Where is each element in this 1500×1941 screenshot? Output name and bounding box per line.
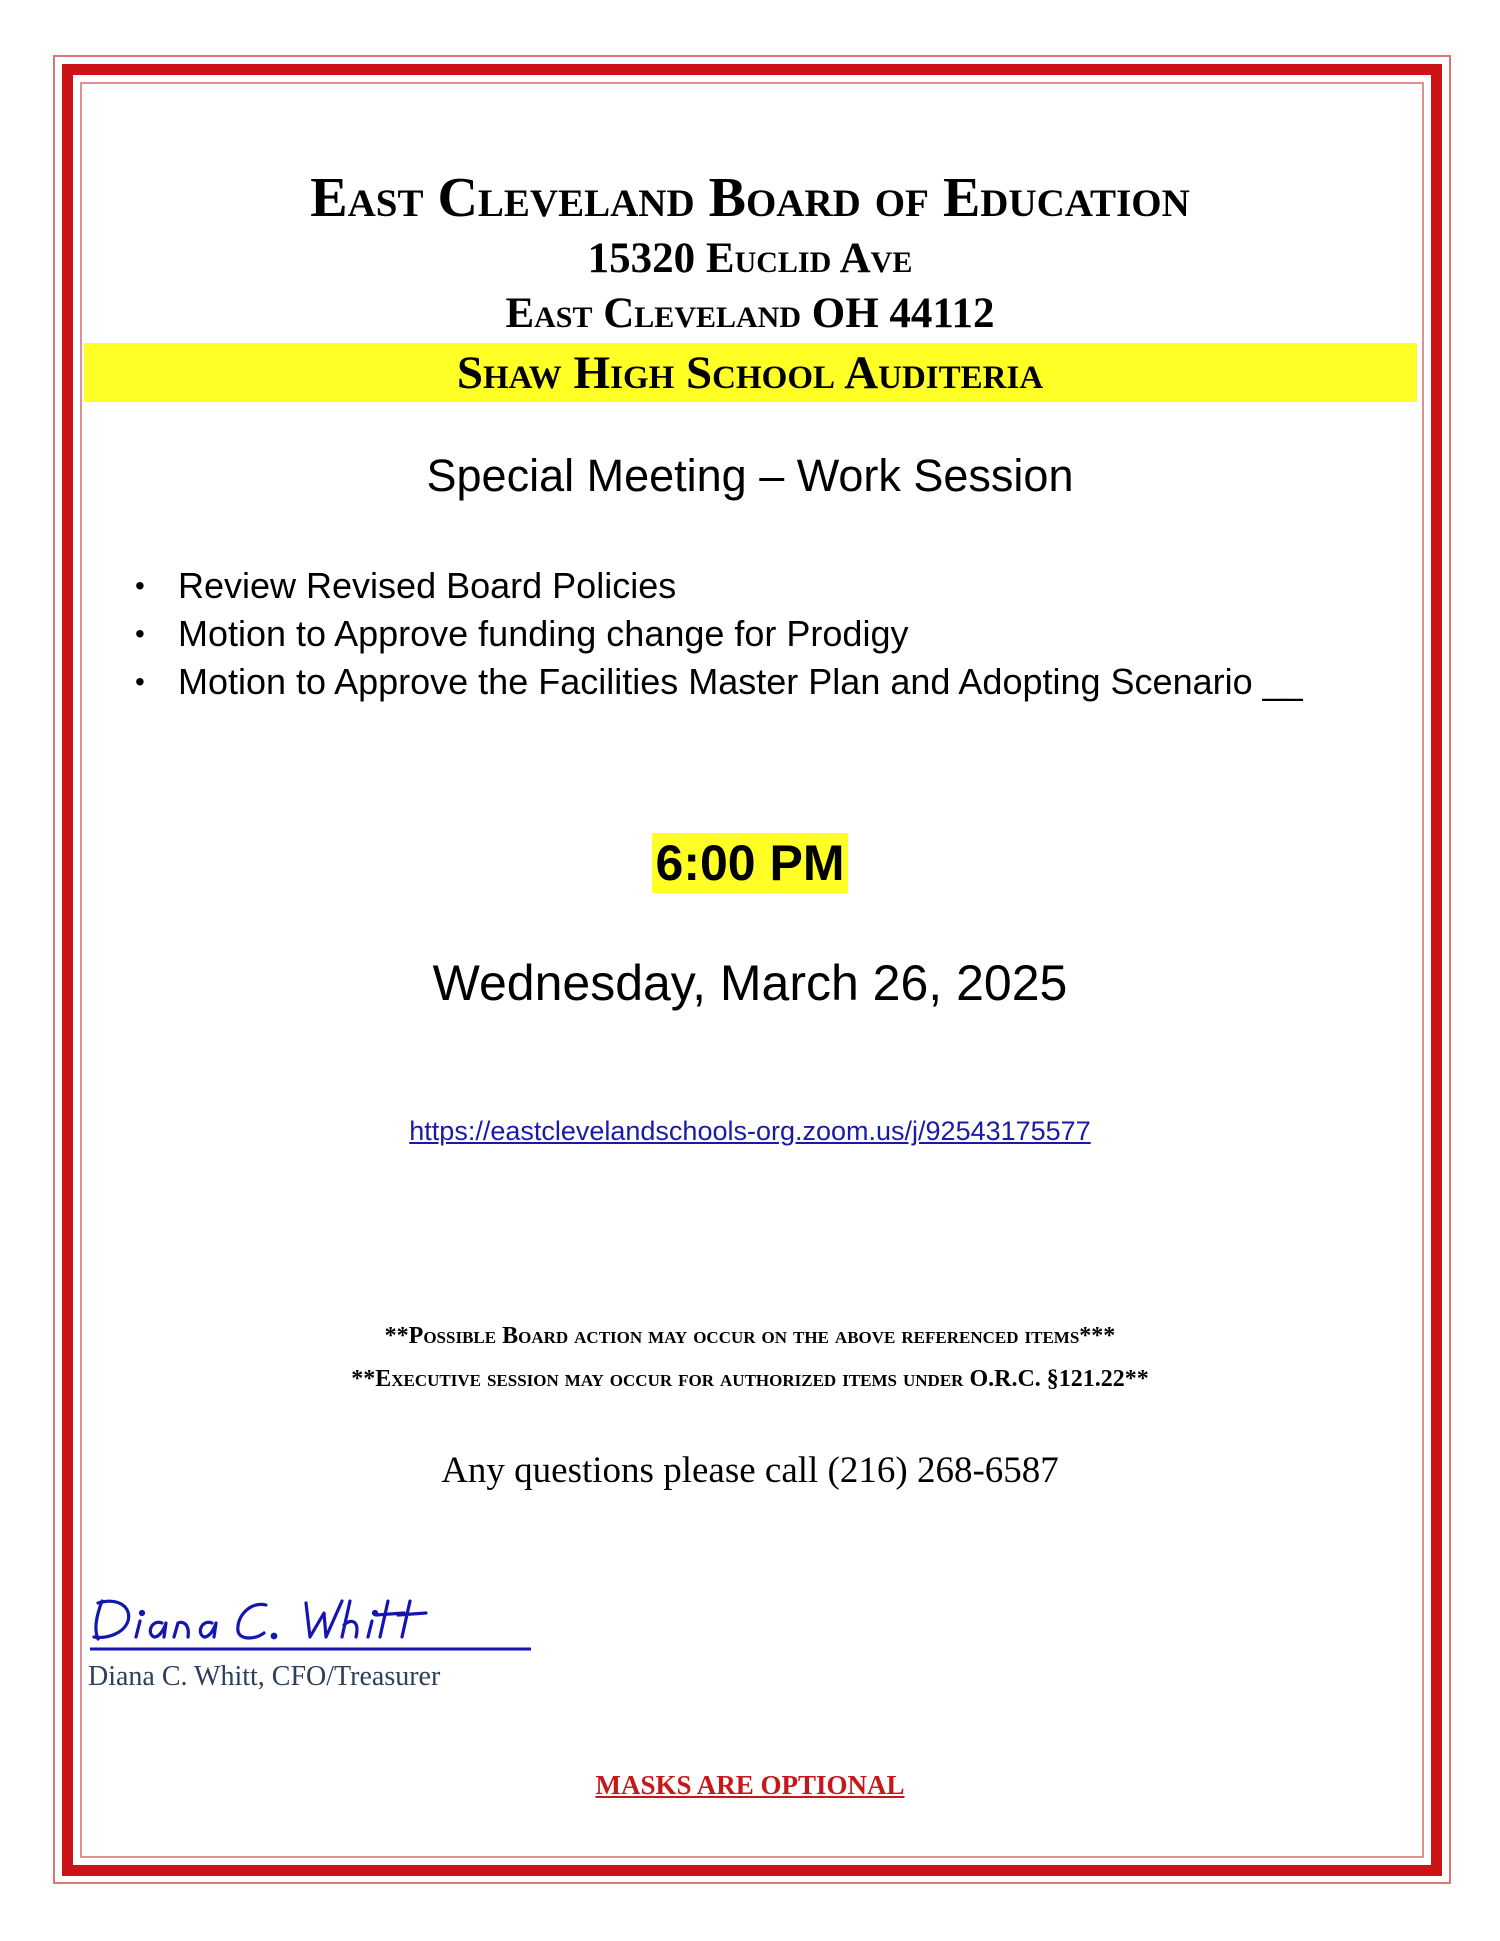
signature-image	[88, 1593, 533, 1651]
board-action-notice: **Possible Board action may occur on the above referenced items***	[384, 1323, 1116, 1349]
executive-session-notice: **Executive session may occur for authorized items under O.R.C. §121.22**	[351, 1366, 1149, 1392]
board-title: East Cleveland Board of Education	[310, 167, 1190, 229]
meeting-time: 6:00 PM	[652, 833, 849, 893]
agenda-item-text: Motion to Approve funding change for Prodigy	[178, 613, 909, 654]
address-line-1: 15320 Euclid Ave	[587, 235, 913, 282]
meeting-date: Wednesday, March 26, 2025	[432, 955, 1068, 1011]
venue-name: Shaw High School Auditeria	[456, 347, 1044, 399]
time-container	[0, 833, 1500, 893]
bullet-icon: •	[135, 666, 145, 697]
agenda-item-text: Motion to Approve the Facilities Master Plan and Adopting Scenario __	[178, 661, 1303, 702]
bullet-icon: •	[135, 570, 145, 601]
agenda-item	[133, 658, 1303, 706]
agenda-item	[133, 562, 1303, 610]
masks-notice: MASKS ARE OPTIONAL	[595, 1770, 905, 1800]
signer-name: Diana C. Whitt, CFO/Treasurer	[88, 1661, 441, 1692]
agenda-list	[133, 562, 1303, 706]
bullet-icon: •	[135, 618, 145, 649]
zoom-link-container	[0, 1115, 1500, 1147]
address-line-2: East Cleveland OH 44112	[505, 290, 995, 337]
contact-phone: Any questions please call (216) 268-6587	[441, 1450, 1059, 1491]
meeting-type: Special Meeting – Work Session	[426, 450, 1074, 501]
agenda-item-text: Review Revised Board Policies	[178, 565, 677, 606]
masks-notice-container	[0, 1768, 1500, 1802]
agenda-item	[133, 610, 1303, 658]
zoom-link[interactable]: https://eastclevelandschools-org.zoom.us/j/92543175577	[409, 1116, 1091, 1146]
